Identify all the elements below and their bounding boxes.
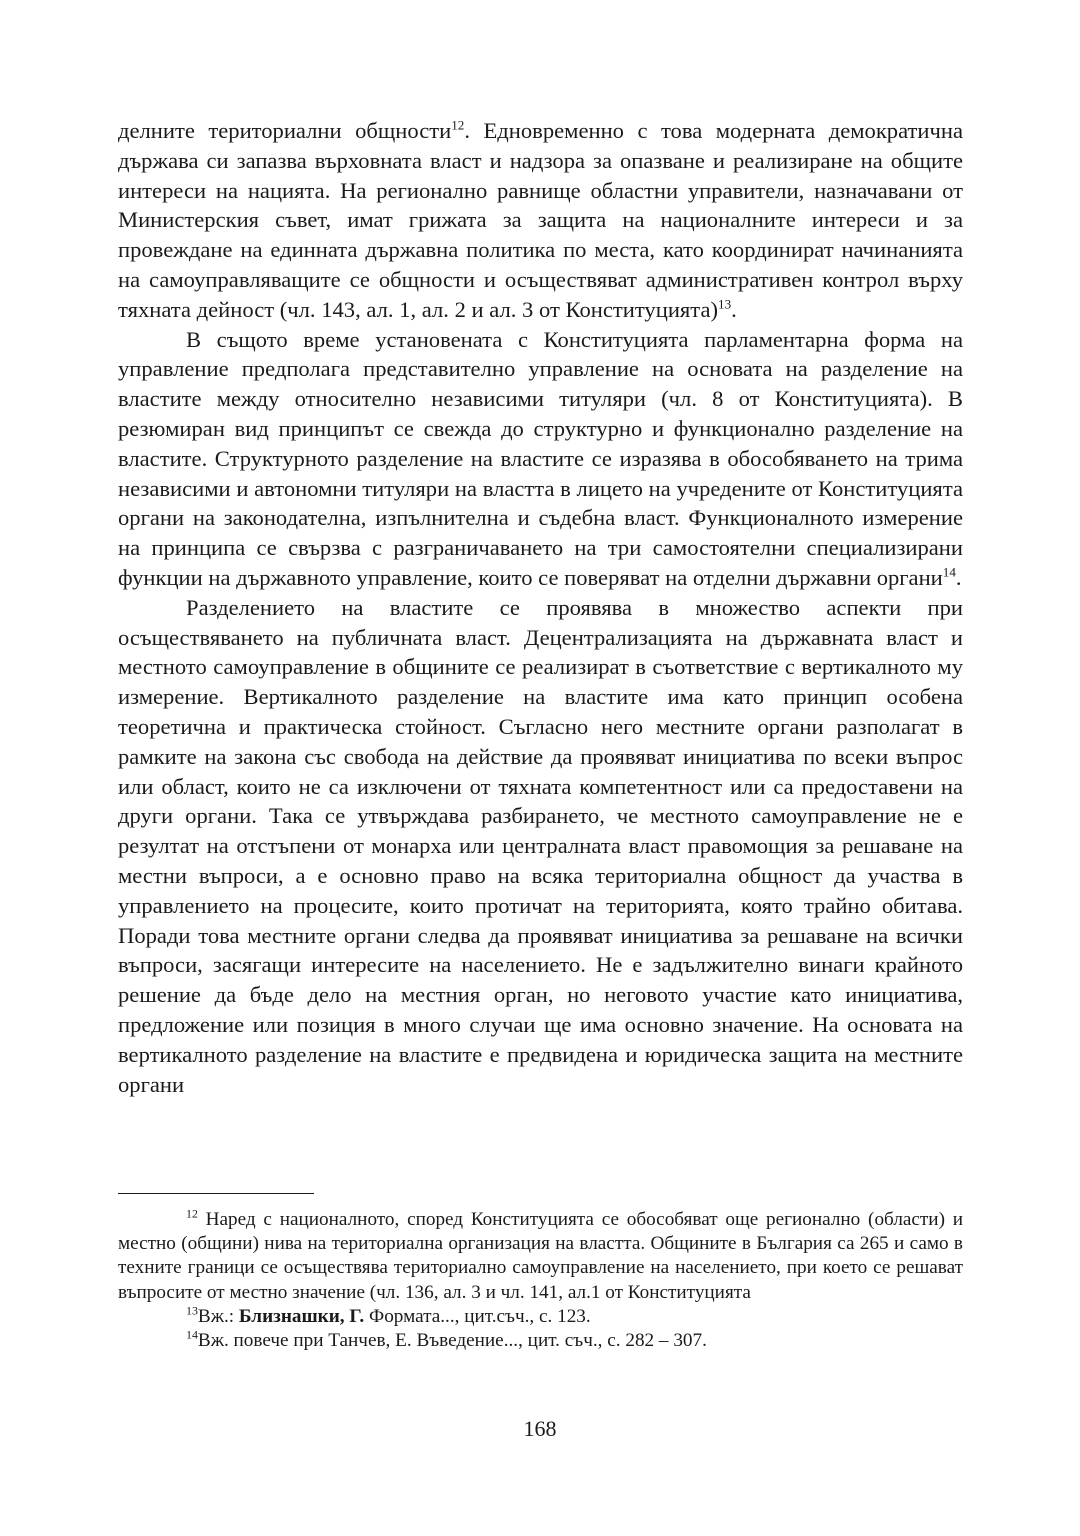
footnote-separator <box>118 1193 314 1194</box>
footnote-ref-13[interactable]: 13 <box>718 296 732 312</box>
footnote-13-prefix: Вж.: <box>197 1305 239 1327</box>
paragraph-1-text: делните териториални общности <box>118 118 452 143</box>
footnote-14 <box>118 1329 963 1353</box>
footnote-13 <box>118 1305 963 1329</box>
footnote-ref-12[interactable]: 12 <box>451 117 465 133</box>
paragraph-3-text: Разделението на властите се проявява в множество аспекти при осъществяването на публичната власт. Децентрализацията на държавната власт и местното самоуправление в общините се реализират в съответствие с вертикалното му измерение. Вертикалното разделение на властите има като принцип особена теоретична и практическа стойност. Съгласно него местните органи разполагат в рамките на закона със свобода на действие да проявяват инициатива по всеки въпрос или област, които не са изключени от тяхната компетентност или са предоставени на други органи. Така се утвърждава разбирането, че местното самоуправление не е резултат на отстъпени от монарха или централната власт правомощия за решаване на местни въпроси, а е основно право на всяка териториална общност да участва в управлението на процесите, които протичат на територията, която трайно обитава. Поради това местните органи следва да проявяват инициатива за решаване на всички въпроси, засягащи интересите на населението. Не е задължително винаги крайното решение да бъде дело на местния орган, но неговото участие като инициатива, предложение или позиция в много случаи ще има основно значение. На основата на вертикалното разделение на властите е предвидена и юридическа защита на местните органи <box>118 594 963 1097</box>
footnotes <box>118 1208 963 1353</box>
page-body <box>118 116 963 1099</box>
footnote-ref-14[interactable]: 14 <box>942 564 956 580</box>
paragraph-2-text: В същото време установената с Конституцията парламентарна форма на управление предполага представително управление на основата на разделение на властите между относително независими титуляри (чл. 8 от Конституцията). В резюмиран вид принципът се свежда до структурно и функционално разделение на властите. Структурното разделение на властите се изразява в обособяването на трима независими и автономни титуляри на властта в лицето на учредените от Конституцията органи на законодателна, изпълнителна и съдебна власт. Функционалното измерение на принципа се свързва с разграничаването на три самостоятелни специализирани функции на държавното управление, които се поверяват на отделни държавни органи <box>118 326 963 590</box>
footnote-12-mark: 12 <box>186 1206 198 1221</box>
footnote-14-text: Вж. повече при Танчев, Е. Въведение..., цит. съч., с. 282 – 307. <box>197 1330 707 1352</box>
footnote-14-mark: 14 <box>186 1327 198 1342</box>
paragraph-1 <box>118 116 963 325</box>
paragraph-1-text-cont: . Едновременно с това модерната демократична държава си запазва върховната власт и надзора за опазване и реализиране на общите интереси на нацията. На регионално равнище областни управители, назначавани от Министерския съвет, имат грижата за защита на националните интереси и за провеждане на единната държавна политика по места, като координират начинанията на самоуправляващите се общности и осъществяват административен контрол върху тяхната дейност (чл. 143, ал. 1, ал. 2 и ал. 3 от Конституцията) <box>118 118 963 322</box>
footnote-12-text: Наред с националното, според Конституцията се обособяват още регионално (области) и местно (общини) нива на териториална организация на властта. Общините в България са 265 и само в техните граници се осъществява териториално самоуправление на населението, при което се решават въпросите от местно значение (чл. 136, ал. 3 и чл. 141, ал.1 от Конституцията <box>118 1209 964 1303</box>
main-text <box>118 116 963 1099</box>
footnote-13-mark: 13 <box>186 1303 198 1318</box>
footnote-12 <box>118 1208 963 1305</box>
page-number: 168 <box>523 1416 557 1441</box>
paragraph-2-text-end: . <box>955 564 962 590</box>
footnote-13-author: Близнашки, Г. <box>238 1305 365 1327</box>
paragraph-3 <box>118 593 963 1100</box>
paragraph-1-text-end: . <box>731 296 737 322</box>
paragraph-2 <box>118 325 963 593</box>
footnote-13-text: Формата..., цит.съч., с. 123. <box>364 1305 591 1327</box>
